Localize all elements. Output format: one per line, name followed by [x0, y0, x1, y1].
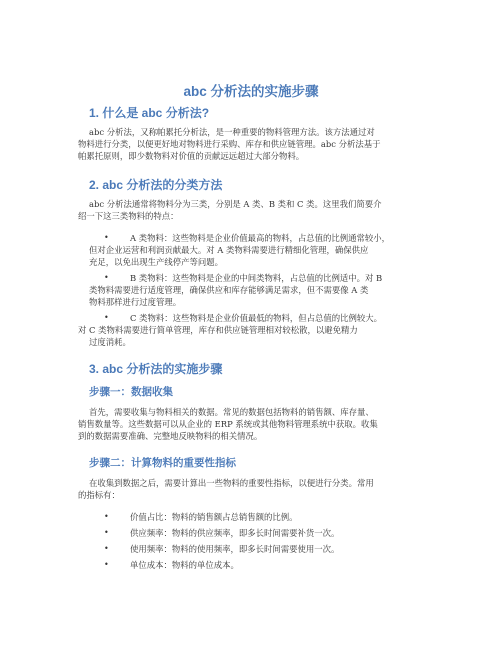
- step-2-heading: 步骤二：计算物料的重要性指标: [89, 457, 236, 469]
- class-b-item-line: B 类物料：这些物料是企业的中间类物料，占总值的比例适中。对 B: [130, 273, 383, 283]
- bullet-icon: •: [104, 233, 109, 242]
- section-3-heading: 3. abc 分析法的实施步骤: [89, 362, 223, 376]
- bullet-icon: •: [104, 528, 109, 537]
- class-a-item-line: 但对企业运营和利润贡献最大。对 A 类物料需要进行精细化管理，确保供应: [89, 245, 369, 255]
- document-title: abc 分析法的实施步骤: [183, 84, 319, 99]
- indicator-item: 价值占比：物料的销售额占总销售额的比例。: [130, 512, 298, 522]
- bullet-icon: •: [104, 313, 109, 322]
- step-1-heading: 步骤一：数据收集: [89, 386, 173, 398]
- bullet-icon: •: [104, 273, 109, 282]
- class-c-item-line: 对 C 类物料需要进行简单管理，库存和供应链管理相对较松散，以避免精力: [78, 325, 358, 335]
- step-1-paragraph-line: 销售数量等。这些数据可以从企业的 ERP 系统或其他物料管理系统中获取。收集: [78, 419, 378, 429]
- section-1-paragraph-line: abc 分析法，又称帕累托分析法，是一种重要的物料管理方法。该方法通过对: [89, 127, 375, 137]
- step-2-paragraph-line: 在收集到数据之后，需要计算出一些物料的重要性指标，以便进行分类。常用: [89, 478, 374, 488]
- section-1-paragraph-line: 帕累托原则，即少数物料对价值的贡献远远超过大部分物料。: [78, 151, 305, 161]
- section-2-heading: 2. abc 分析法的分类方法: [89, 178, 223, 192]
- bullet-icon: •: [104, 560, 109, 569]
- section-1-paragraph-line: 物料进行分类，以便更好地对物料进行采购、库存和供应链管理。abc 分析法基于: [78, 139, 381, 149]
- indicator-item: 供应频率：物料的供应频率，即多长时间需要补货一次。: [130, 528, 340, 538]
- class-a-item-line: A 类物料：这些物料是企业价值最高的物料，占总值的比例通常较小，: [130, 233, 390, 243]
- class-a-item-line: 充足，以免出现生产线停产等问题。: [89, 257, 223, 267]
- section-1-heading: 1. 什么是 abc 分析法?: [89, 106, 210, 120]
- step-1-paragraph-line: 首先，需要收集与物料相关的数据。常见的数据包括物料的销售额、库存量、: [89, 407, 374, 417]
- bullet-icon: •: [104, 544, 109, 553]
- class-c-item-line: C 类物料：这些物料是企业价值最低的物料，但占总值的比例较大。: [130, 313, 382, 323]
- class-c-item-line: 过度消耗。: [89, 337, 131, 347]
- bullet-icon: •: [104, 512, 109, 521]
- step-2-paragraph-line: 的指标有：: [78, 490, 120, 500]
- indicator-item: 单位成本：物料的单位成本。: [130, 560, 239, 570]
- class-b-item-line: 物料那样进行过度管理。: [89, 297, 182, 307]
- section-2-intro-line: 绍一下这三类物料的特点：: [78, 211, 179, 221]
- step-1-paragraph-line: 到的数据需要准确、完整地反映物料的相关情况。: [78, 431, 263, 441]
- section-2-intro-line: abc 分析法通常将物料分为三类，分别是 A 类、B 类和 C 类。这里我们简要介: [89, 199, 382, 209]
- indicator-item: 使用频率：物料的使用频率，即多长时间需要使用一次。: [130, 544, 340, 554]
- class-b-item-line: 类物料需要进行适度管理，确保供应和库存能够满足需求，但不需要像 A 类: [89, 285, 369, 295]
